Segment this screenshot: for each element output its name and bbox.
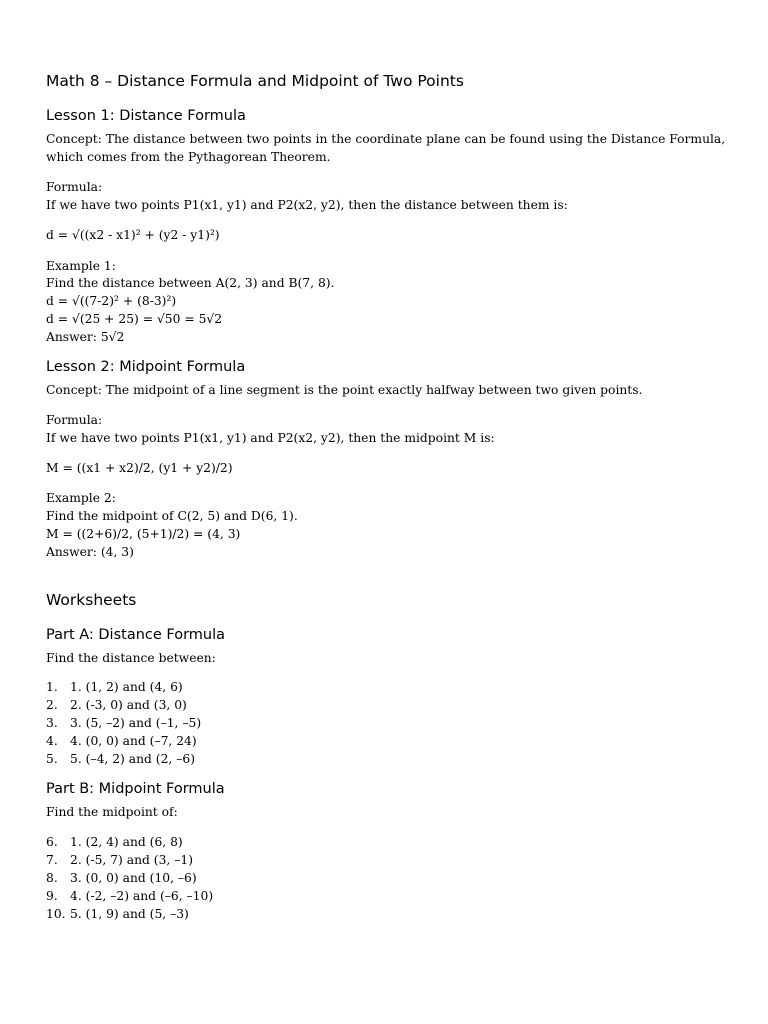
list-item	[46, 869, 213, 887]
list-item-text: 5. (1, 9) and (5, –3)	[70, 907, 189, 921]
list-item-number: 6.	[46, 835, 58, 849]
lesson1-concept: Concept: The distance between two points in the coordinate plane can be found using the Distance Formula, which comes from the Pythagorean Theorem.	[46, 132, 726, 164]
lesson2-formula: M = ((x1 + x2)/2, (y1 + y2)/2)	[46, 461, 233, 475]
list-item-number: 4.	[46, 734, 58, 748]
lesson1-formula-label: Formula:	[46, 180, 103, 194]
list-item-text: 2. (-5, 7) and (3, –1)	[70, 853, 194, 867]
part-a-instruction: Find the distance between:	[46, 651, 216, 665]
part-b-instruction: Find the midpoint of:	[46, 805, 178, 819]
lesson1-heading: Lesson 1: Distance Formula	[46, 108, 246, 124]
list-item-number: 1.	[46, 680, 58, 694]
lesson2-heading: Lesson 2: Midpoint Formula	[46, 359, 246, 375]
list-item-number: 8.	[46, 871, 58, 885]
part-b-heading: Part B: Midpoint Formula	[46, 781, 225, 797]
list-item-number: 10.	[46, 907, 66, 921]
lesson1-formula-intro: If we have two points P1(x1, y1) and P2(x2, y2), then the distance between them is:	[46, 198, 568, 212]
part-b-list	[46, 833, 213, 923]
list-item-text: 3. (5, –2) and (–1, –5)	[70, 716, 202, 730]
list-item	[46, 833, 213, 851]
list-item	[46, 696, 201, 714]
lesson1-example-line: Find the distance between A(2, 3) and B(7, 8).	[46, 276, 335, 290]
list-item-number: 2.	[46, 698, 58, 712]
list-item	[46, 750, 201, 768]
list-item-number: 9.	[46, 889, 58, 903]
lesson2-example-label: Example 2:	[46, 491, 116, 505]
lesson1-example-label: Example 1:	[46, 259, 116, 273]
list-item-text: 2. (-3, 0) and (3, 0)	[70, 698, 187, 712]
list-item	[46, 714, 201, 732]
list-item	[46, 851, 213, 869]
lesson2-concept: Concept: The midpoint of a line segment is the point exactly halfway between two given points.	[46, 383, 643, 397]
lesson1-formula: d = √((x2 - x1)² + (y2 - y1)²)	[46, 228, 220, 242]
list-item-number: 7.	[46, 853, 58, 867]
document-title: Math 8 – Distance Formula and Midpoint of Two Points	[46, 72, 464, 90]
list-item-number: 3.	[46, 716, 58, 730]
lesson2-example-line: Find the midpoint of C(2, 5) and D(6, 1).	[46, 509, 298, 523]
list-item	[46, 732, 201, 750]
lesson2-formula-intro: If we have two points P1(x1, y1) and P2(x2, y2), then the midpoint M is:	[46, 431, 495, 445]
list-item-number: 5.	[46, 752, 58, 766]
list-item	[46, 678, 201, 696]
lesson2-example-line: Answer: (4, 3)	[46, 545, 134, 559]
lesson2-example-line: M = ((2+6)/2, (5+1)/2) = (4, 3)	[46, 527, 241, 541]
part-a-heading: Part A: Distance Formula	[46, 627, 226, 643]
list-item-text: 3. (0, 0) and (10, –6)	[70, 871, 197, 885]
worksheets-heading: Worksheets	[46, 591, 137, 609]
list-item-text: 4. (-2, –2) and (–6, –10)	[70, 889, 214, 903]
part-a-list	[46, 678, 201, 768]
list-item-text: 1. (1, 2) and (4, 6)	[70, 680, 183, 694]
lesson2-formula-label: Formula:	[46, 413, 103, 427]
list-item-text: 5. (–4, 2) and (2, –6)	[70, 752, 195, 766]
list-item-text: 1. (2, 4) and (6, 8)	[70, 835, 183, 849]
list-item	[46, 887, 213, 905]
list-item	[46, 905, 213, 923]
list-item-text: 4. (0, 0) and (–7, 24)	[70, 734, 197, 748]
lesson1-example-line: Answer: 5√2	[46, 330, 125, 344]
lesson1-example-line: d = √(25 + 25) = √50 = 5√2	[46, 312, 223, 326]
lesson1-example-line: d = √((7-2)² + (8-3)²)	[46, 294, 177, 308]
